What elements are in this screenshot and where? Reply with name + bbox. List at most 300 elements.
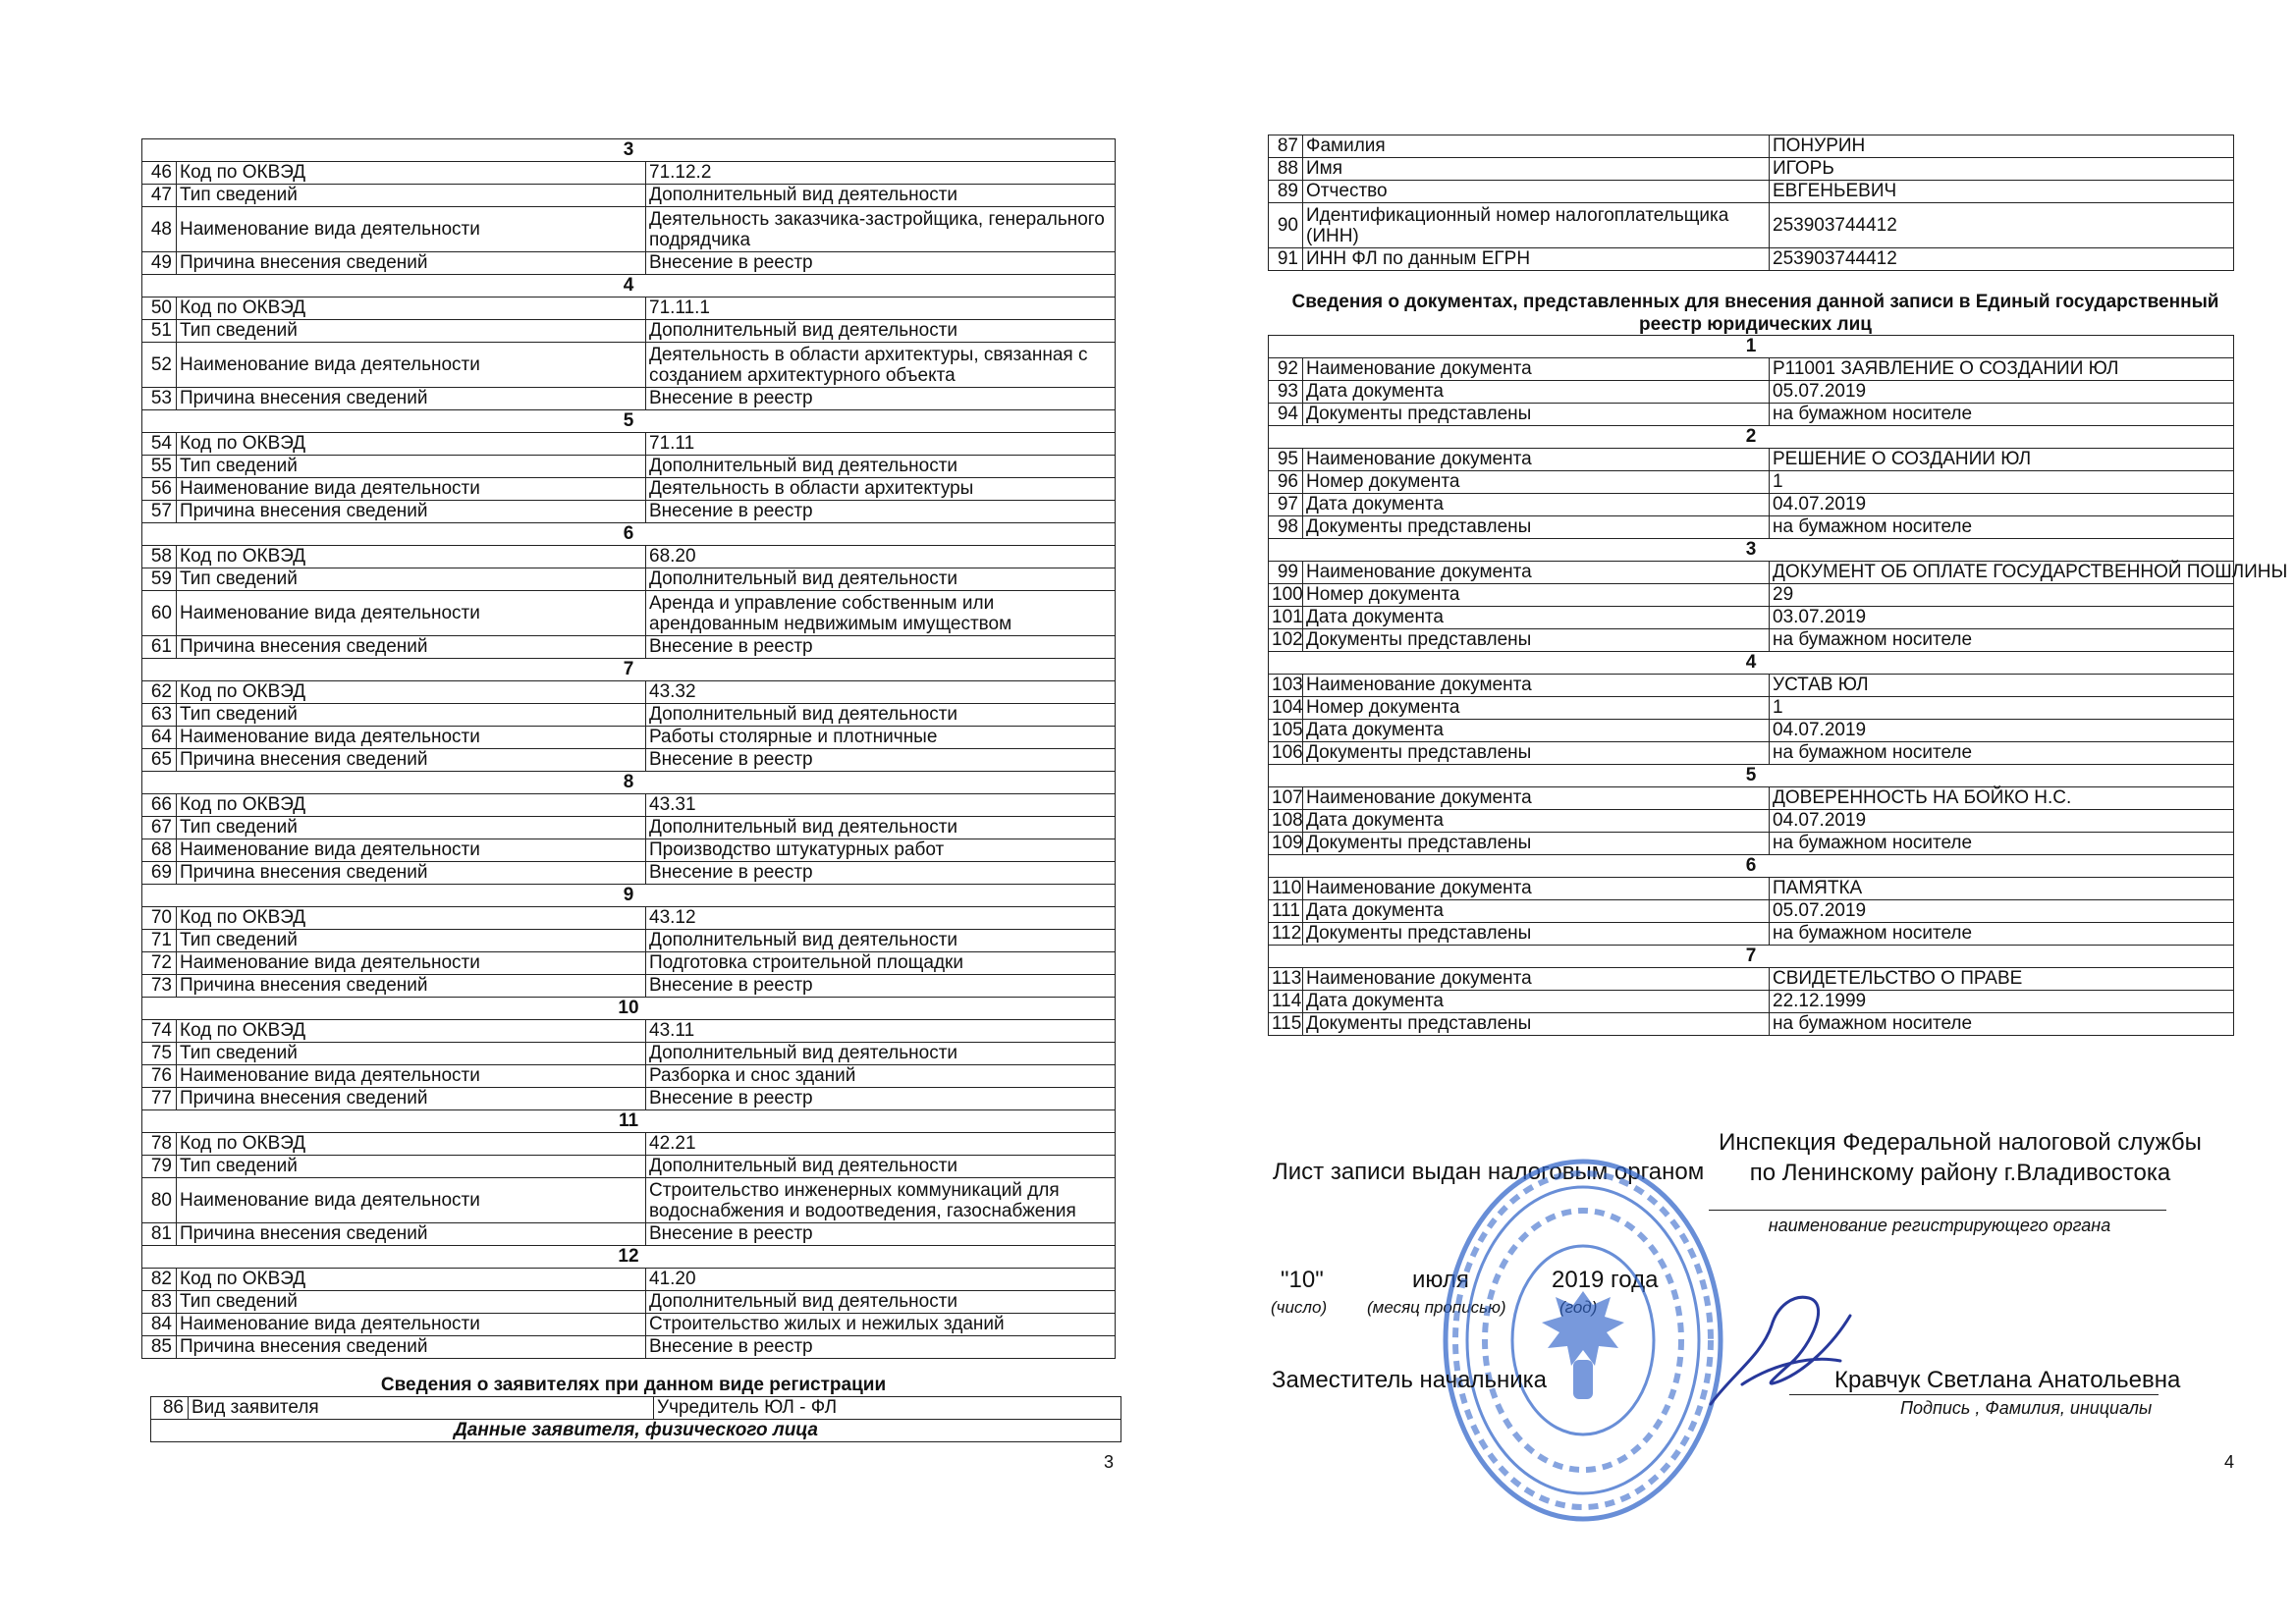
table-row <box>142 1336 1116 1359</box>
row-number: 83 <box>142 1291 177 1314</box>
table-row <box>142 501 1116 523</box>
issued-by-label: Лист записи выдан налоговым органом <box>1273 1159 1705 1185</box>
row-label: Документы представлены <box>1303 923 1770 946</box>
row-value: Внесение в реестр <box>646 1223 1116 1246</box>
table-row <box>142 185 1116 207</box>
row-number: 90 <box>1269 203 1303 248</box>
row-number: 88 <box>1269 158 1303 181</box>
row-number: 69 <box>142 862 177 885</box>
row-label: Наименование документа <box>1303 358 1770 381</box>
table-row <box>142 1088 1116 1110</box>
row-value: на бумажном носителе <box>1770 1013 2234 1036</box>
table-row <box>1269 607 2234 629</box>
row-value: 04.07.2019 <box>1770 720 2234 742</box>
table-row <box>142 388 1116 410</box>
row-label: Номер документа <box>1303 584 1770 607</box>
table-row <box>142 975 1116 998</box>
table-row <box>1269 404 2234 426</box>
table-row <box>1269 381 2234 404</box>
person-table <box>1268 135 2234 271</box>
applicant-table <box>150 1396 1121 1442</box>
row-label: Дата документа <box>1303 381 1770 404</box>
row-value: СВИДЕТЕЛЬСТВО О ПРАВЕ <box>1770 968 2234 991</box>
row-number: 93 <box>1269 381 1303 404</box>
table-row <box>1269 878 2234 900</box>
row-number: 65 <box>142 749 177 772</box>
table-row <box>1269 742 2234 765</box>
row-value: Дополнительный вид деятельности <box>646 320 1116 343</box>
row-value: на бумажном носителе <box>1770 629 2234 652</box>
row-value: 253903744412 <box>1770 248 2234 271</box>
table-row <box>1269 562 2234 584</box>
date-month-caption: (месяц прописью) <box>1367 1298 1506 1317</box>
row-label: Код по ОКВЭД <box>177 162 646 185</box>
row-label: Наименование вида деятельности <box>177 727 646 749</box>
group-number: 2 <box>1269 426 2234 449</box>
table-row <box>142 343 1116 388</box>
table-row <box>1269 1013 2234 1036</box>
table-row <box>1269 248 2234 271</box>
row-label: Наименование документа <box>1303 562 1770 584</box>
row-label: Дата документа <box>1303 494 1770 516</box>
row-number: 112 <box>1269 923 1303 946</box>
row-number: 96 <box>1269 471 1303 494</box>
row-number: 62 <box>142 681 177 704</box>
date-year: 2019 года <box>1552 1267 1659 1293</box>
row-number: 80 <box>142 1178 177 1223</box>
table-row <box>142 794 1116 817</box>
row-value: 71.11.1 <box>646 298 1116 320</box>
row-value: 29 <box>1770 584 2234 607</box>
row-number: 75 <box>142 1043 177 1065</box>
group-header-row <box>1269 855 2234 878</box>
row-number: 70 <box>142 907 177 930</box>
table-row <box>1269 787 2234 810</box>
row-number: 91 <box>1269 248 1303 271</box>
row-label: Причина внесения сведений <box>177 501 646 523</box>
group-number: 9 <box>142 885 1116 907</box>
row-value: Учредитель ЮЛ - ФЛ <box>654 1397 1121 1420</box>
row-label: Дата документа <box>1303 607 1770 629</box>
row-number: 95 <box>1269 449 1303 471</box>
row-label: Наименование документа <box>1303 675 1770 697</box>
row-value: Работы столярные и плотничные <box>646 727 1116 749</box>
row-number: 102 <box>1269 629 1303 652</box>
row-value: 71.12.2 <box>646 162 1116 185</box>
row-label: Код по ОКВЭД <box>177 1020 646 1043</box>
group-number: 7 <box>142 659 1116 681</box>
row-label: Тип сведений <box>177 1043 646 1065</box>
authority-underline <box>1709 1210 2166 1211</box>
row-number: 47 <box>142 185 177 207</box>
row-value: 1 <box>1770 697 2234 720</box>
group-header-row <box>142 772 1116 794</box>
row-value: Дополнительный вид деятельности <box>646 456 1116 478</box>
row-label: Документы представлены <box>1303 516 1770 539</box>
row-value: Строительство инженерных коммуникаций для водоснабжения и водоотведения, газоснабжения <box>646 1178 1116 1223</box>
row-number: 92 <box>1269 358 1303 381</box>
table-row <box>142 839 1116 862</box>
date-month: июля <box>1412 1267 1469 1293</box>
group-number: 8 <box>142 772 1116 794</box>
row-number: 59 <box>142 568 177 591</box>
row-value: на бумажном носителе <box>1770 404 2234 426</box>
table-row <box>1269 833 2234 855</box>
row-number: 72 <box>142 952 177 975</box>
group-number: 11 <box>142 1110 1116 1133</box>
row-label: Дата документа <box>1303 991 1770 1013</box>
row-number: 104 <box>1269 697 1303 720</box>
table-row <box>151 1397 1121 1420</box>
row-value: 05.07.2019 <box>1770 900 2234 923</box>
row-number: 108 <box>1269 810 1303 833</box>
row-label: Наименование вида деятельности <box>177 591 646 636</box>
row-label: Наименование вида деятельности <box>177 1314 646 1336</box>
row-value: ПАМЯТКА <box>1770 878 2234 900</box>
date-day-caption: (число) <box>1271 1298 1328 1317</box>
group-header-row <box>1269 539 2234 562</box>
table-row <box>142 320 1116 343</box>
row-value: Внесение в реестр <box>646 1088 1116 1110</box>
group-header-row <box>1269 426 2234 449</box>
row-label: Документы представлены <box>1303 742 1770 765</box>
row-number: 110 <box>1269 878 1303 900</box>
table-row <box>1269 697 2234 720</box>
documents-section-title: Сведения о документах, представленных для внесения данной записи в Единый государственный реестр юридических лиц <box>1291 292 2219 335</box>
row-label: Идентификационный номер налогоплательщика (ИНН) <box>1303 203 1770 248</box>
row-value: РЕШЕНИЕ О СОЗДАНИИ ЮЛ <box>1770 449 2234 471</box>
row-label: Тип сведений <box>177 1291 646 1314</box>
row-value: 04.07.2019 <box>1770 494 2234 516</box>
row-label: Код по ОКВЭД <box>177 1133 646 1156</box>
row-label: Тип сведений <box>177 185 646 207</box>
row-number: 106 <box>1269 742 1303 765</box>
table-row <box>142 681 1116 704</box>
table-row <box>1269 471 2234 494</box>
row-number: 98 <box>1269 516 1303 539</box>
row-label: Тип сведений <box>177 1156 646 1178</box>
table-row <box>1269 900 2234 923</box>
row-label: Фамилия <box>1303 135 1770 158</box>
group-header-row <box>1269 336 2234 358</box>
row-value: 43.32 <box>646 681 1116 704</box>
row-number: 81 <box>142 1223 177 1246</box>
group-number: 3 <box>142 139 1116 162</box>
table-row <box>142 1020 1116 1043</box>
row-label: Код по ОКВЭД <box>177 907 646 930</box>
row-number: 99 <box>1269 562 1303 584</box>
row-number: 73 <box>142 975 177 998</box>
row-number: 79 <box>142 1156 177 1178</box>
row-value: Разборка и снос зданий <box>646 1065 1116 1088</box>
table-row <box>142 568 1116 591</box>
row-label: Причина внесения сведений <box>177 975 646 998</box>
table-row <box>142 930 1116 952</box>
row-label: Причина внесения сведений <box>177 1088 646 1110</box>
table-row <box>142 1133 1116 1156</box>
table-row <box>142 1156 1116 1178</box>
row-value: на бумажном носителе <box>1770 923 2234 946</box>
row-value: ПОНУРИН <box>1770 135 2234 158</box>
row-number: 103 <box>1269 675 1303 697</box>
signer-caption: Подпись , Фамилия, инициалы <box>1900 1398 2153 1418</box>
group-header-row <box>142 275 1116 298</box>
row-label: Причина внесения сведений <box>177 252 646 275</box>
row-label: Дата документа <box>1303 810 1770 833</box>
row-number: 76 <box>142 1065 177 1088</box>
row-number: 53 <box>142 388 177 410</box>
group-header-row <box>142 1110 1116 1133</box>
row-number: 64 <box>142 727 177 749</box>
row-number: 111 <box>1269 900 1303 923</box>
row-number: 100 <box>1269 584 1303 607</box>
row-label: Причина внесения сведений <box>177 1223 646 1246</box>
row-value: 43.31 <box>646 794 1116 817</box>
row-label: Номер документа <box>1303 471 1770 494</box>
row-number: 94 <box>1269 404 1303 426</box>
row-number: 46 <box>142 162 177 185</box>
table-row <box>142 636 1116 659</box>
table-row <box>1269 135 2234 158</box>
documents-table <box>1268 335 2288 1036</box>
table-row <box>142 704 1116 727</box>
table-row <box>142 1223 1116 1246</box>
group-number: 10 <box>142 998 1116 1020</box>
row-value: 42.21 <box>646 1133 1116 1156</box>
row-value: Внесение в реестр <box>646 1336 1116 1359</box>
row-value: 41.20 <box>646 1269 1116 1291</box>
row-label: Тип сведений <box>177 817 646 839</box>
row-label: ИНН ФЛ по данным ЕГРН <box>1303 248 1770 271</box>
signer-underline <box>1789 1394 2159 1395</box>
row-number: 89 <box>1269 181 1303 203</box>
group-header-row <box>142 410 1116 433</box>
row-label: Наименование вида деятельности <box>177 478 646 501</box>
row-value: Деятельность заказчика-застройщика, генерального подрядчика <box>646 207 1116 252</box>
row-label: Код по ОКВЭД <box>177 433 646 456</box>
row-value: Внесение в реестр <box>646 862 1116 885</box>
row-value: Внесение в реестр <box>646 388 1116 410</box>
group-header-row <box>142 885 1116 907</box>
table-row <box>142 298 1116 320</box>
group-header-row <box>142 659 1116 681</box>
row-value: 04.07.2019 <box>1770 810 2234 833</box>
row-value: Дополнительный вид деятельности <box>646 185 1116 207</box>
group-header-row <box>1269 946 2234 968</box>
row-value: 1 <box>1770 471 2234 494</box>
table-row <box>1269 991 2234 1013</box>
table-row <box>142 591 1116 636</box>
row-value: Аренда и управление собственным или арендованным недвижимым имуществом <box>646 591 1116 636</box>
row-number: 105 <box>1269 720 1303 742</box>
row-number: 63 <box>142 704 177 727</box>
row-number: 54 <box>142 433 177 456</box>
row-label: Документы представлены <box>1303 629 1770 652</box>
row-label: Наименование вида деятельности <box>177 1178 646 1223</box>
row-label: Код по ОКВЭД <box>177 546 646 568</box>
row-value: 253903744412 <box>1770 203 2234 248</box>
row-label: Тип сведений <box>177 930 646 952</box>
row-value: Деятельность в области архитектуры, связанная с созданием архитектурного объекта <box>646 343 1116 388</box>
row-label: Код по ОКВЭД <box>177 681 646 704</box>
row-label: Документы представлены <box>1303 833 1770 855</box>
row-value: 03.07.2019 <box>1770 607 2234 629</box>
group-number: 5 <box>1269 765 2234 787</box>
row-value: Подготовка строительной площадки <box>646 952 1116 975</box>
table-row <box>1269 629 2234 652</box>
row-value: Внесение в реестр <box>646 975 1116 998</box>
row-value: Дополнительный вид деятельности <box>646 704 1116 727</box>
row-value: Дополнительный вид деятельности <box>646 568 1116 591</box>
row-label: Наименование документа <box>1303 878 1770 900</box>
row-value: ИГОРЬ <box>1770 158 2234 181</box>
row-number: 115 <box>1269 1013 1303 1036</box>
row-label: Причина внесения сведений <box>177 862 646 885</box>
row-value: ДОКУМЕНТ ОБ ОПЛАТЕ ГОСУДАРСТВЕННОЙ ПОШЛИНЫ <box>1770 562 2234 584</box>
group-header-row <box>142 998 1116 1020</box>
row-number: 49 <box>142 252 177 275</box>
row-value: Дополнительный вид деятельности <box>646 1291 1116 1314</box>
row-value: 71.11 <box>646 433 1116 456</box>
row-value: 43.11 <box>646 1020 1116 1043</box>
table-row <box>142 1314 1116 1336</box>
table-row <box>1269 358 2234 381</box>
row-value: Деятельность в области архитектуры <box>646 478 1116 501</box>
row-label: Тип сведений <box>177 320 646 343</box>
group-header-row <box>1269 652 2234 675</box>
row-label: Причина внесения сведений <box>177 749 646 772</box>
row-value: Внесение в реестр <box>646 252 1116 275</box>
row-number: 66 <box>142 794 177 817</box>
applicant-subheader: Данные заявителя, физического лица <box>151 1420 1121 1442</box>
group-number: 7 <box>1269 946 2234 968</box>
table-row <box>142 907 1116 930</box>
group-number: 12 <box>142 1246 1116 1269</box>
row-number: 61 <box>142 636 177 659</box>
row-number: 97 <box>1269 494 1303 516</box>
row-number: 101 <box>1269 607 1303 629</box>
group-number: 4 <box>1269 652 2234 675</box>
group-header-row <box>142 1246 1116 1269</box>
table-row <box>1269 516 2234 539</box>
row-number: 52 <box>142 343 177 388</box>
row-value: Дополнительный вид деятельности <box>646 817 1116 839</box>
authority-name: Инспекция Федеральной налоговой службы по Ленинскому району г.Владивостока <box>1719 1129 2202 1186</box>
row-value: Внесение в реестр <box>646 749 1116 772</box>
row-label: Дата документа <box>1303 900 1770 923</box>
page-number: 3 <box>1104 1452 1115 1472</box>
row-label: Наименование документа <box>1303 449 1770 471</box>
row-label: Наименование вида деятельности <box>177 839 646 862</box>
applicant-section-title: Сведения о заявителях при данном виде регистрации <box>380 1375 887 1395</box>
page-number: 4 <box>2224 1452 2235 1472</box>
row-value: Внесение в реестр <box>646 636 1116 659</box>
table-row <box>142 207 1116 252</box>
row-number: 84 <box>142 1314 177 1336</box>
table-row <box>142 1178 1116 1223</box>
table-row <box>142 478 1116 501</box>
row-label: Тип сведений <box>177 568 646 591</box>
group-number: 5 <box>142 410 1116 433</box>
row-label: Наименование вида деятельности <box>177 952 646 975</box>
table-row <box>142 252 1116 275</box>
row-number: 68 <box>142 839 177 862</box>
row-value: УСТАВ ЮЛ <box>1770 675 2234 697</box>
row-label: Код по ОКВЭД <box>177 1269 646 1291</box>
table-row <box>1269 158 2234 181</box>
table-row <box>142 433 1116 456</box>
group-header-row <box>142 139 1116 162</box>
group-number: 3 <box>1269 539 2234 562</box>
table-row <box>142 727 1116 749</box>
row-label: Наименование вида деятельности <box>177 207 646 252</box>
row-number: 78 <box>142 1133 177 1156</box>
table-row <box>142 817 1116 839</box>
row-label: Дата документа <box>1303 720 1770 742</box>
table-row <box>142 456 1116 478</box>
table-row <box>142 862 1116 885</box>
okved-table <box>141 138 1116 1359</box>
signer-name: Кравчук Светлана Анатольевна <box>1834 1367 2181 1393</box>
row-label: Причина внесения сведений <box>177 388 646 410</box>
row-number: 85 <box>142 1336 177 1359</box>
group-number: 1 <box>1269 336 2234 358</box>
row-value: 22.12.1999 <box>1770 991 2234 1013</box>
table-row <box>1269 584 2234 607</box>
row-label: Документы представлены <box>1303 1013 1770 1036</box>
row-number: 107 <box>1269 787 1303 810</box>
table-row <box>142 952 1116 975</box>
row-number: 55 <box>142 456 177 478</box>
row-label: Код по ОКВЭД <box>177 298 646 320</box>
row-value: 43.12 <box>646 907 1116 930</box>
row-label: Документы представлены <box>1303 404 1770 426</box>
table-row <box>1269 720 2234 742</box>
table-row <box>1269 675 2234 697</box>
row-number: 56 <box>142 478 177 501</box>
table-row <box>1269 494 2234 516</box>
row-value: на бумажном носителе <box>1770 516 2234 539</box>
official-stamp-icon <box>1436 1154 1730 1527</box>
row-label: Код по ОКВЭД <box>177 794 646 817</box>
row-value: ДОВЕРЕННОСТЬ НА БОЙКО Н.С. <box>1770 787 2234 810</box>
row-label: Номер документа <box>1303 697 1770 720</box>
row-number: 48 <box>142 207 177 252</box>
row-number: 57 <box>142 501 177 523</box>
table-row <box>1269 968 2234 991</box>
row-number: 86 <box>151 1397 189 1420</box>
row-number: 50 <box>142 298 177 320</box>
row-number: 67 <box>142 817 177 839</box>
row-number: 60 <box>142 591 177 636</box>
row-value: Дополнительный вид деятельности <box>646 1156 1116 1178</box>
group-number: 4 <box>142 275 1116 298</box>
table-row <box>1269 181 2234 203</box>
group-header-row <box>1269 765 2234 787</box>
table-row <box>142 546 1116 568</box>
row-number: 51 <box>142 320 177 343</box>
table-row <box>1269 923 2234 946</box>
date-day: "10" <box>1281 1267 1324 1293</box>
row-number: 71 <box>142 930 177 952</box>
table-row <box>1269 449 2234 471</box>
row-number: 113 <box>1269 968 1303 991</box>
row-value: Производство штукатурных работ <box>646 839 1116 862</box>
group-number: 6 <box>142 523 1116 546</box>
row-number: 82 <box>142 1269 177 1291</box>
row-label: Причина внесения сведений <box>177 636 646 659</box>
row-value: на бумажном носителе <box>1770 742 2234 765</box>
